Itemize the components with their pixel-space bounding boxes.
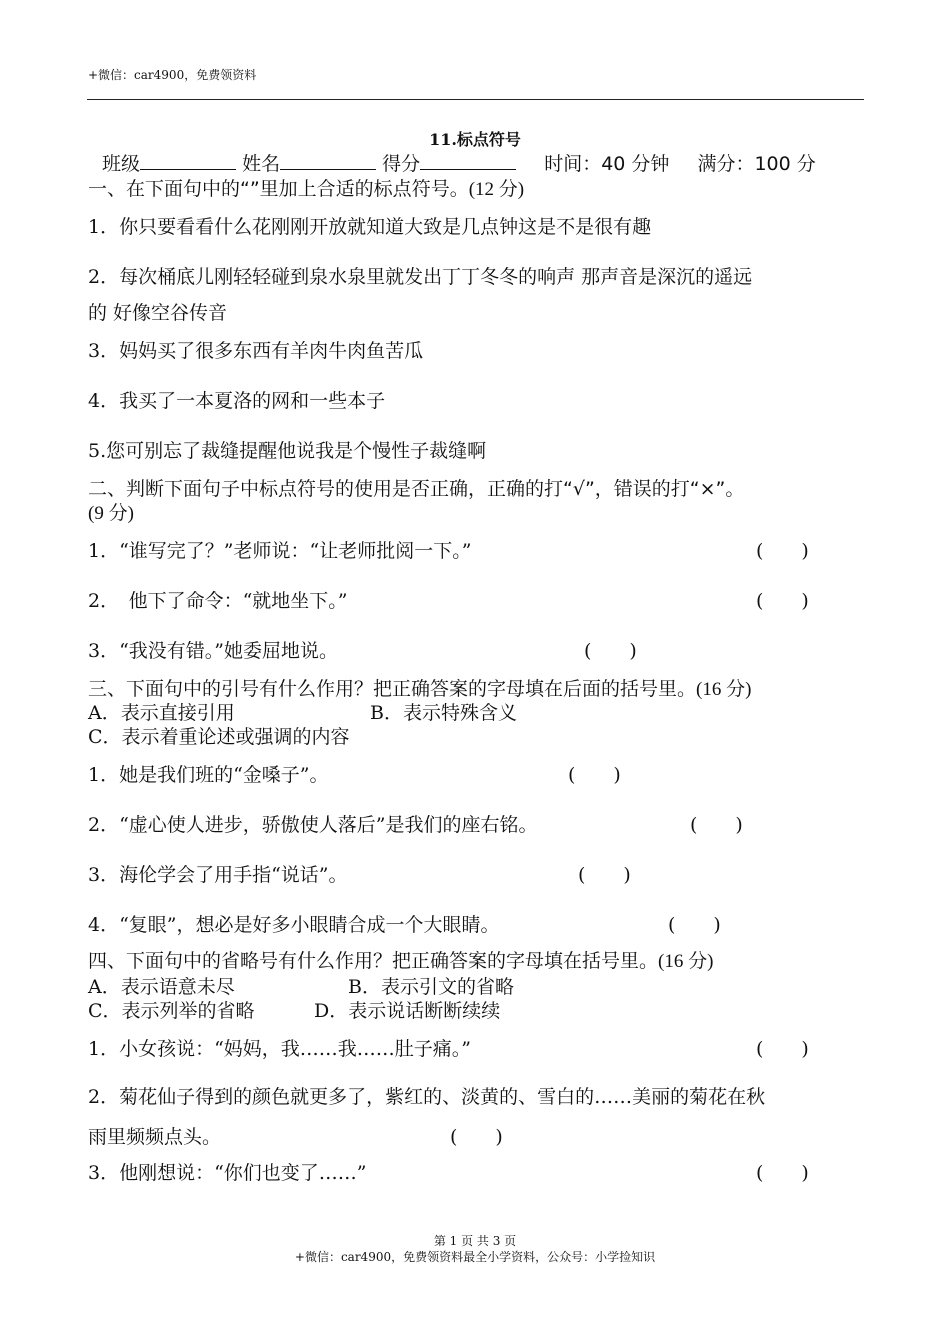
- section4-option-a: A．表示语意未尽: [88, 976, 235, 998]
- footer-note: +微信：car4900，免费领资料最全小学资料，公众号：小学捡知识: [294, 1250, 656, 1264]
- section3-item-4-answer: ( ): [668, 914, 721, 936]
- section4-heading: [88, 946, 713, 973]
- section2-item-3: 3．“我没有错。”她委屈地说。: [88, 640, 339, 662]
- section4-item-3: 3．他刚想说：“你们也变了……”: [88, 1162, 367, 1184]
- section3-item-1: 1．她是我们班的“金嗓子”。: [88, 764, 329, 786]
- section1-item-2: 2．每次桶底儿刚轻轻碰到泉水泉里就发出丁丁冬冬的响声 那声音是深沉的遥远: [88, 266, 753, 288]
- section2-item-1-answer: ( ): [756, 540, 809, 562]
- section1-points: (12 分): [468, 179, 525, 200]
- section3-item-3: 3．海伦学会了用手指“说话”。: [88, 864, 348, 886]
- section2-item-2-answer: ( ): [756, 590, 809, 612]
- class-blank: [140, 151, 236, 170]
- section3-item-2: 2．“虚心使人进步，骄傲使人落后”是我们的座右铭。: [88, 814, 538, 836]
- time-label: 时间：40 分钟: [544, 153, 670, 175]
- page-number: 第 1 页 共 3 页: [433, 1234, 517, 1248]
- section3-points: (16 分): [696, 679, 752, 700]
- section3-heading: [88, 674, 751, 701]
- section4-option-d: D．表示说话断断续续: [314, 1000, 501, 1022]
- section4-item-1-answer: ( ): [756, 1038, 809, 1060]
- section4-option-b: B．表示引文的省略: [348, 976, 514, 998]
- score-blank: [420, 151, 516, 170]
- section3-item-2-answer: ( ): [690, 814, 743, 836]
- full-score-label: 满分：100 分: [697, 153, 816, 175]
- section2-points: [88, 498, 134, 525]
- section4-item-2-cont: 雨里频频点头。: [88, 1126, 222, 1148]
- section4-option-c: C．表示列举的省略: [88, 1000, 255, 1022]
- section4-item-2: 2．菊花仙子得到的颜色就更多了，紫红的、淡黄的、雪白的……美丽的菊花在秋: [88, 1086, 766, 1108]
- section2-heading: 二、判断下面句子中标点符号的使用是否正确，正确的打“√”，错误的打“×”。: [88, 478, 745, 500]
- student-info-line: [102, 149, 816, 176]
- section3-option-b: B．表示特殊含义: [370, 702, 517, 724]
- section3-item-1-answer: ( ): [568, 764, 621, 786]
- section2-item-1: 1．“谁写完了？”老师说：“让老师批阅一下。”: [88, 540, 472, 562]
- section4-heading-text: 四、下面句中的省略号有什么作用？把正确答案的字母填在括号里。: [88, 950, 659, 972]
- section3-item-4: 4．“复眼”，想必是好多小眼睛合成一个大眼睛。: [88, 914, 500, 936]
- score-label: 得分: [382, 153, 421, 175]
- section3-heading-text: 三、下面句中的引号有什么作用？把正确答案的字母填在后面的括号里。: [88, 678, 697, 700]
- class-label: 班级: [102, 153, 141, 175]
- section1-item-2-cont: 的 好像空谷传音: [88, 302, 228, 324]
- section2-item-2: 2． 他下了命令：“就地坐下。”: [88, 590, 348, 612]
- section4-item-2-answer: ( ): [450, 1126, 503, 1148]
- section4-item-3-answer: ( ): [756, 1162, 809, 1184]
- section4-item-1: 1．小女孩说：“妈妈，我……我……肚子痛。”: [88, 1038, 472, 1060]
- section1-item-3: 3．妈妈买了很多东西有羊肉牛肉鱼苦瓜: [88, 340, 424, 362]
- section1-item-4: 4．我买了一本夏洛的网和一些本子: [88, 390, 386, 412]
- section1-item-1: 1．你只要看看什么花刚刚开放就知道大致是几点钟这是不是很有趣: [88, 216, 652, 238]
- name-blank: [280, 151, 376, 170]
- page-title: 11.标点符号: [429, 130, 521, 149]
- section3-item-3-answer: ( ): [578, 864, 631, 886]
- section4-points: (16 分): [658, 951, 714, 972]
- section1-item-5: 5.您可别忘了裁缝提醒他说我是个慢性子裁缝啊: [88, 440, 487, 462]
- section2-item-3-answer: ( ): [584, 640, 637, 662]
- section3-option-a: A．表示直接引用: [88, 702, 235, 724]
- section3-option-c: C．表示着重论述或强调的内容: [88, 726, 350, 748]
- name-label: 姓名: [242, 153, 281, 175]
- section1-heading-text: 一、在下面句中的“”里加上合适的标点符号。: [88, 178, 469, 200]
- section2-points-text: (9 分): [88, 503, 134, 524]
- section1-heading: [88, 174, 524, 201]
- header-note: +微信：car4900，免费领资料: [88, 68, 257, 82]
- header-divider: [87, 99, 864, 100]
